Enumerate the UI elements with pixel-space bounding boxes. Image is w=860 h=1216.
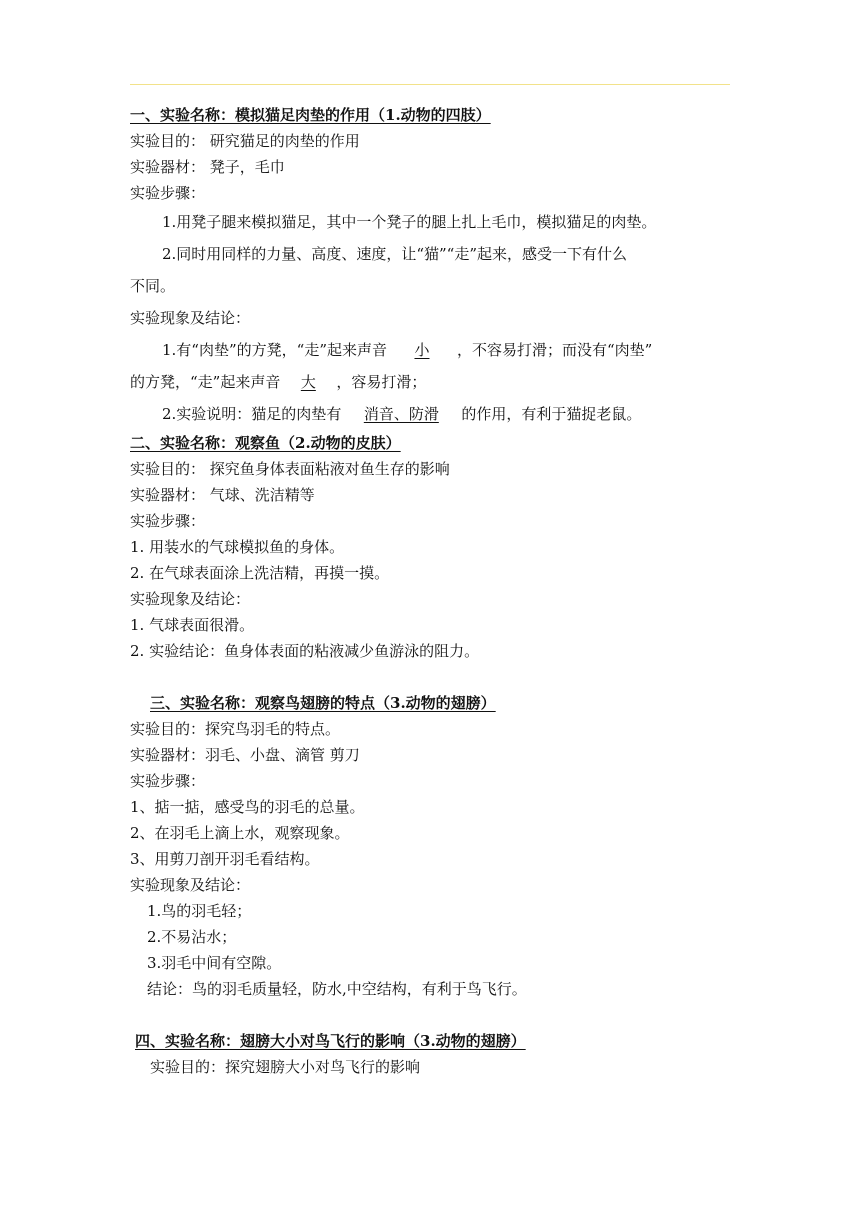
exp2-step1: 1. 用装水的气球模拟鱼的身体。 <box>130 538 345 556</box>
exp3-conclusion: 结论：鸟的羽毛质量轻，防水,中空结构，有利于鸟飞行。 <box>147 980 527 998</box>
exp3-step2: 2、在羽毛上滴上水，观察现象。 <box>130 824 350 842</box>
exp1-title: 一、实验名称：模拟猫足肉垫的作用（1.动物的四肢） <box>130 106 491 124</box>
exp2-purpose: 实验目的： 探究鱼身体表面粘液对鱼生存的影响 <box>130 460 450 478</box>
exp3-step3: 3、用剪刀剖开羽毛看结构。 <box>130 850 320 868</box>
exp3-step1: 1、掂一掂，感受鸟的羽毛的总量。 <box>130 798 365 816</box>
exp4-purpose: 实验目的：探究翅膀大小对鸟飞行的影响 <box>150 1058 421 1076</box>
exp2-result-label: 实验现象及结论： <box>130 590 251 608</box>
exp2-step2: 2. 在气球表面涂上洗洁精，再摸一摸。 <box>130 564 390 582</box>
exp1-blank-large: 大 <box>300 373 316 391</box>
exp1-result1-cont: 的方凳，“走”起来声音 大 ，容易打滑； <box>130 366 735 398</box>
exp3-result3: 3.羽毛中间有空隙。 <box>147 954 282 972</box>
exp2-steps-label: 实验步骤： <box>130 512 206 530</box>
exp2-result2: 2. 实验结论：鱼身体表面的粘液减少鱼游泳的阻力。 <box>130 642 480 660</box>
spacer <box>130 664 735 690</box>
exp1-result1: 1.有“肉垫”的方凳，“走”起来声音 小 ，不容易打滑；而没有“肉垫” <box>130 334 735 366</box>
exp1-blank-function: 消音、防滑 <box>363 405 439 423</box>
exp3-purpose: 实验目的：探究鸟羽毛的特点。 <box>130 720 341 738</box>
exp2-result1: 1. 气球表面很滑。 <box>130 616 255 634</box>
exp4-title: 四、实验名称：翅膀大小对鸟飞行的影响（3.动物的翅膀） <box>135 1032 526 1050</box>
document-body <box>130 102 735 1080</box>
exp3-result-label: 实验现象及结论： <box>130 876 251 894</box>
exp3-result1: 1.鸟的羽毛轻； <box>147 902 252 920</box>
exp1-materials: 实验器材： 凳子，毛巾 <box>130 158 285 176</box>
exp1-step2: 2.同时用同样的力量、高度、速度，让“猫”“走”起来，感受一下有什么 <box>162 245 627 263</box>
spacer <box>130 1002 735 1028</box>
exp2-title: 二、实验名称：观察鱼（2.动物的皮肤） <box>130 434 401 452</box>
exp3-steps-label: 实验步骤： <box>130 772 206 790</box>
exp3-materials: 实验器材：羽毛、小盘、滴管 剪刀 <box>130 746 360 764</box>
exp1-purpose: 实验目的： 研究猫足的肉垫的作用 <box>130 132 360 150</box>
exp3-result2: 2.不易沾水； <box>147 928 237 946</box>
header-rule <box>130 84 730 85</box>
exp1-result-label: 实验现象及结论： <box>130 309 251 327</box>
exp1-blank-small: 小 <box>414 341 430 359</box>
exp1-step1: 1.用凳子腿来模拟猫足，其中一个凳子的腿上扎上毛巾，模拟猫足的肉垫。 <box>162 213 657 231</box>
exp3-title: 三、实验名称：观察鸟翅膀的特点（3.动物的翅膀） <box>150 694 496 712</box>
exp1-step2-cont: 不同。 <box>130 277 176 295</box>
exp1-steps-label: 实验步骤： <box>130 184 206 202</box>
exp2-materials: 实验器材： 气球、洗洁精等 <box>130 486 315 504</box>
exp1-result2: 2.实验说明：猫足的肉垫有 消音、防滑 的作用，有利于猫捉老鼠。 <box>130 398 735 430</box>
